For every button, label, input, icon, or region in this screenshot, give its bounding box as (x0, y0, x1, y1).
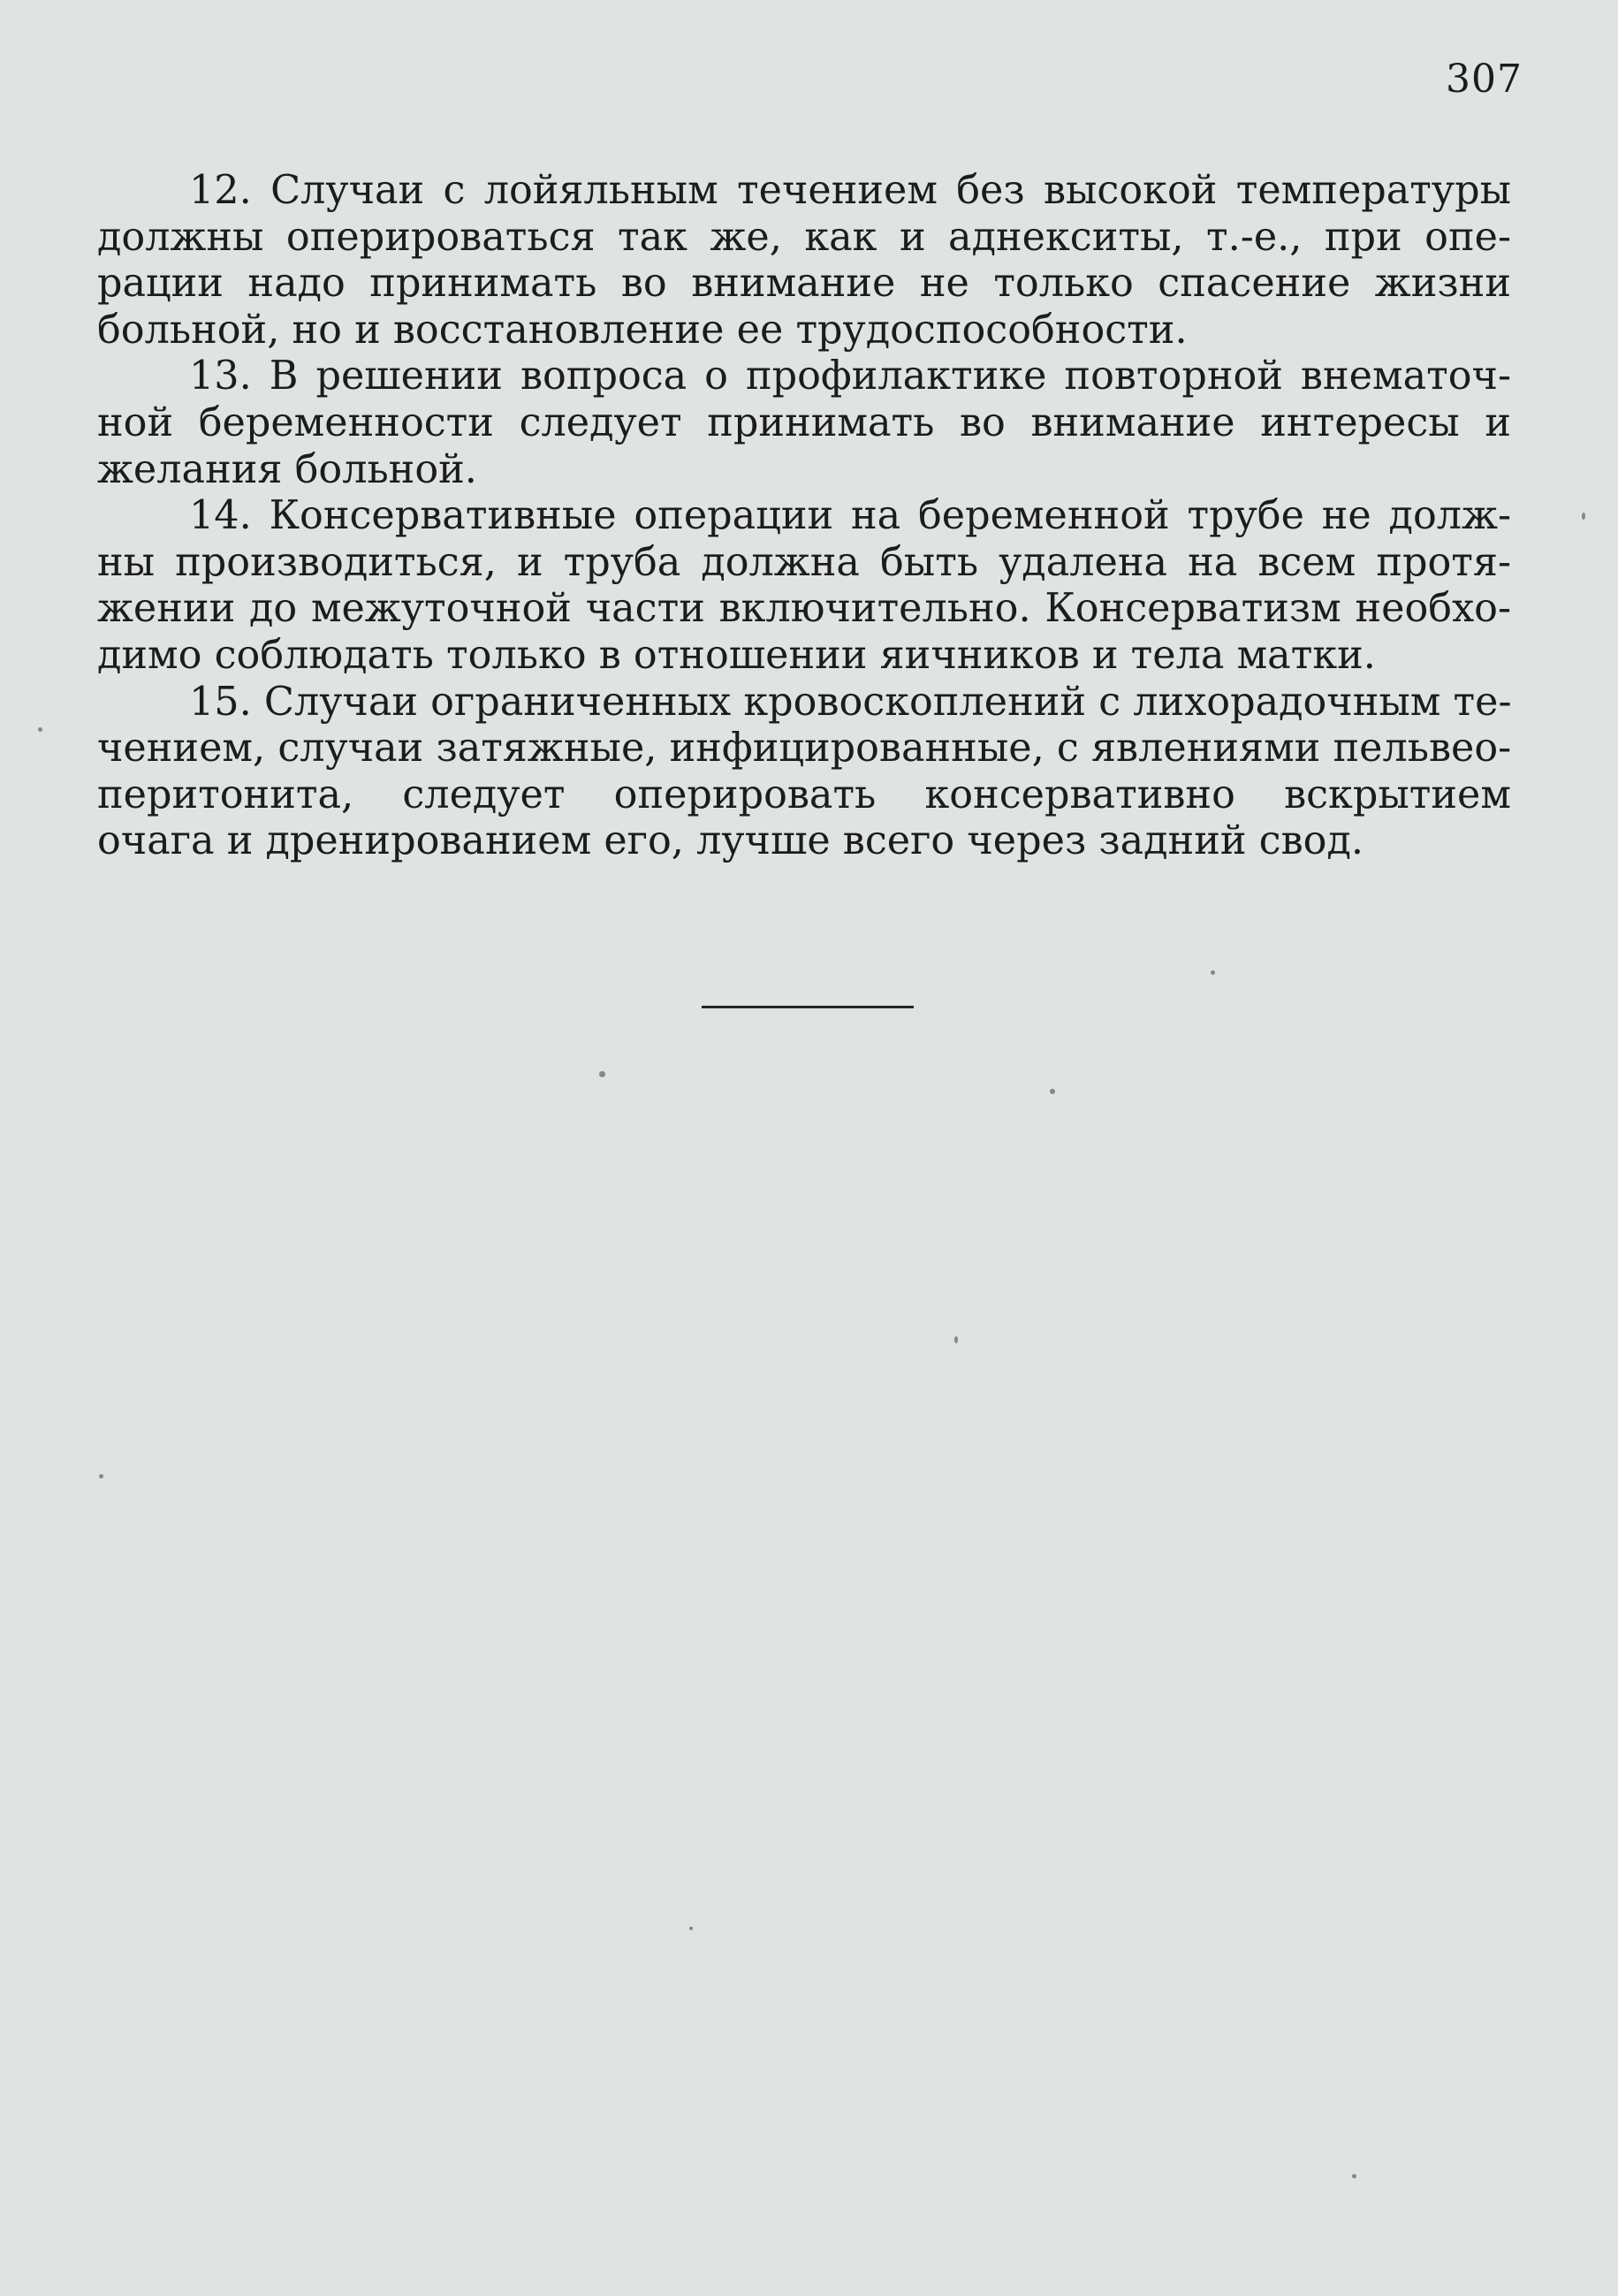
paper-speck (99, 1474, 103, 1479)
text-line: больной, но и восстановление ее трудоспособности. (97, 307, 1188, 353)
section-end-rule (702, 1006, 914, 1008)
text-line: должны оперироваться так же, как и аднекситы, т.-е., при опе- (97, 214, 1511, 260)
text-line: димо соблюдать только в отношении яичников и тела матки. (97, 632, 1376, 678)
text-line: очага и дренированием его, лучше всего через задний свод. (97, 818, 1364, 864)
text-line: чением, случаи затяжные, инфицированные, с явлениями пельвео- (97, 726, 1512, 772)
paper-speck (954, 1336, 958, 1343)
text-line: желания больной. (97, 446, 477, 492)
paragraph-12 (97, 168, 1511, 354)
body-text (97, 168, 1511, 865)
paper-speck (1211, 970, 1215, 975)
page-number: 307 (1446, 57, 1523, 102)
text-line: жении до межуточной части включительно. Консерватизм необхо- (97, 586, 1511, 632)
text-line: 14. Консервативные операции на беременной трубе не долж- (189, 493, 1511, 539)
text-line: ны производиться, и труба должна быть удалена на всем протя- (97, 539, 1511, 585)
paper-speck (1582, 513, 1585, 520)
paragraph-15 (97, 680, 1511, 865)
text-line: ной беременности следует принимать во внимание интересы и (97, 399, 1511, 445)
paper-speck (1050, 1089, 1055, 1094)
text-line: 12. Случаи с лойяльным течением без высокой температуры (189, 168, 1511, 213)
text-line: 15. Случаи ограниченных кровоскоплений с лихорадочным те- (189, 679, 1512, 725)
paragraph-13 (97, 354, 1511, 493)
text-line: 13. В решении вопроса о профилактике повторной внематоч- (189, 354, 1511, 399)
paper-speck (599, 1071, 605, 1077)
paper-speck (1352, 2174, 1356, 2178)
text-line: рации надо принимать во внимание не только спасение жизни (97, 261, 1511, 307)
paper-speck (38, 727, 42, 732)
paper-speck (689, 1927, 693, 1930)
text-line: перитонита, следует оперировать консервативно вскрытием (97, 772, 1511, 817)
paragraph-14 (97, 493, 1511, 679)
